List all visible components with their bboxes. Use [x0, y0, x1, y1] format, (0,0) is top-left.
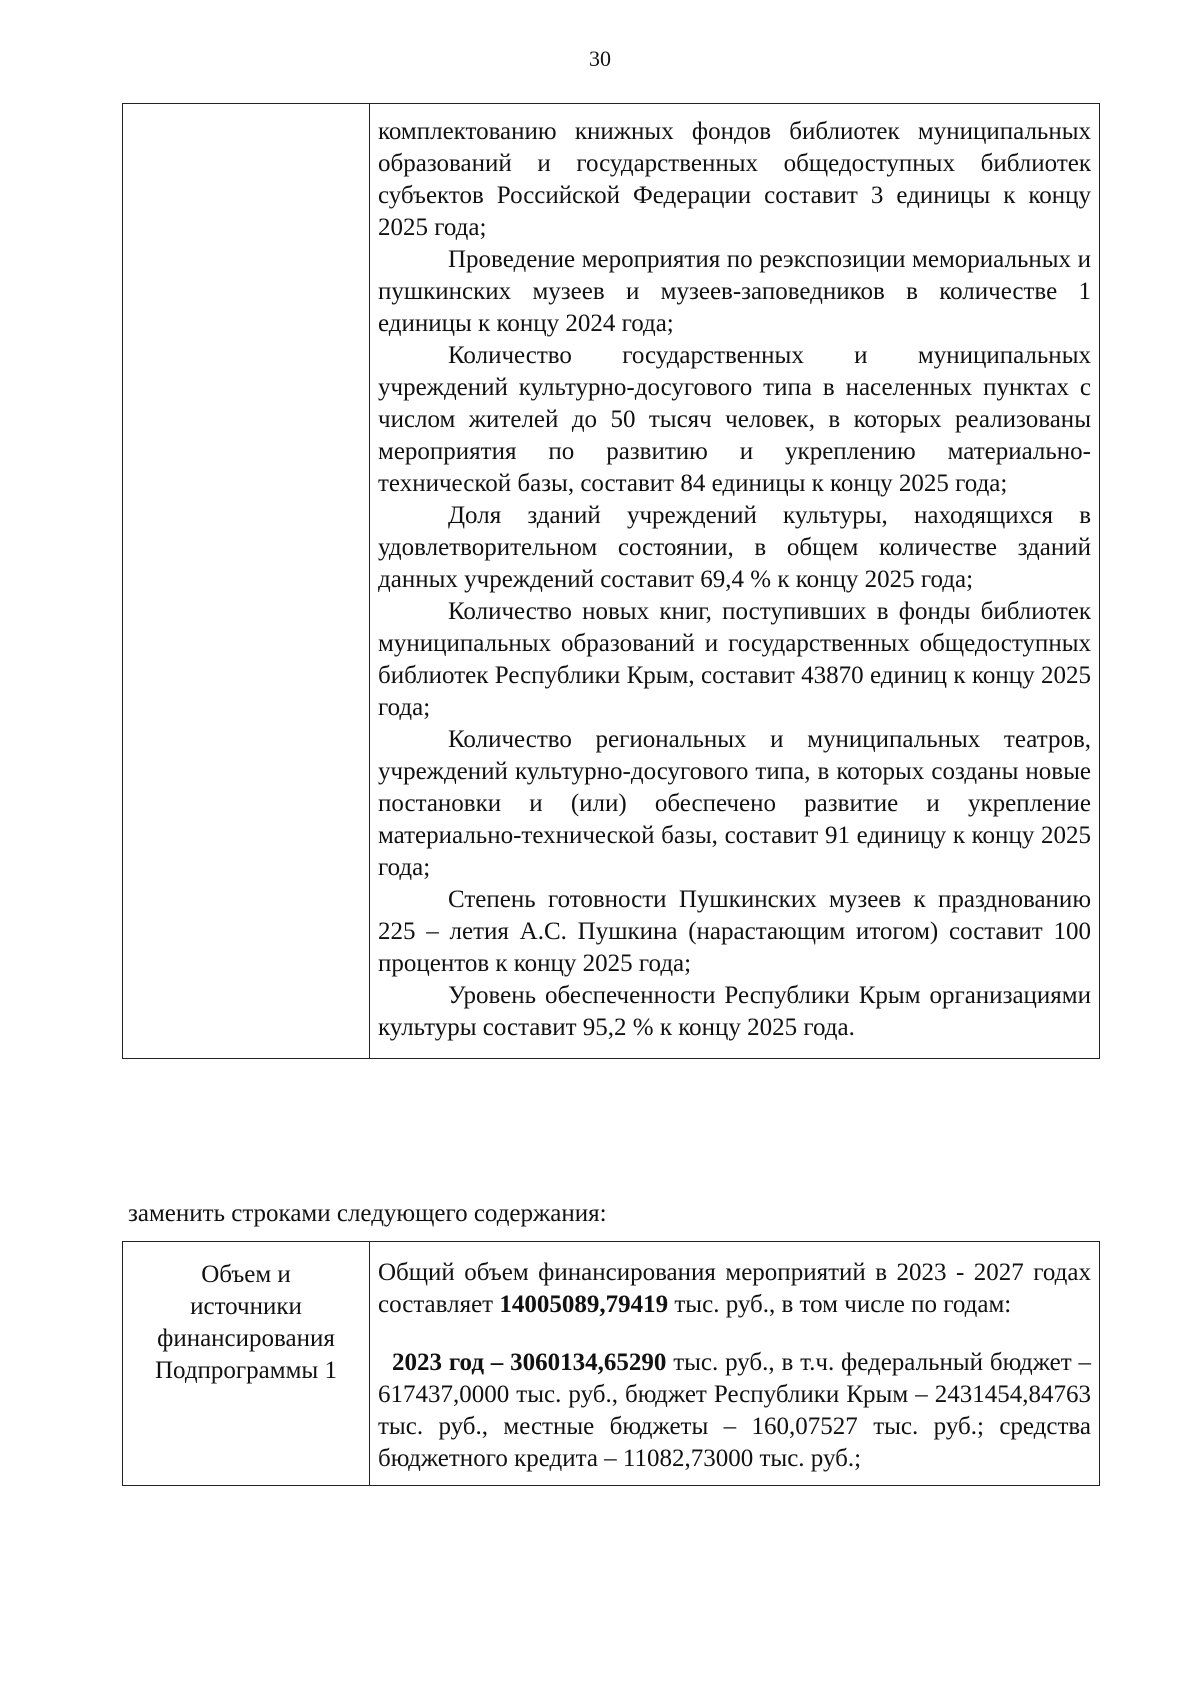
empty-left-cell [123, 104, 370, 1059]
financing-text [378, 1257, 1091, 1475]
label-line: источники [190, 1293, 302, 1320]
indicator-paragraph: Проведение мероприятия по реэкспозиции мемориальных и пушкинских музеев и музеев-заповедников в количестве 1 единицы к концу 2024 года; [378, 246, 1091, 337]
label-line: финансирования [157, 1325, 335, 1352]
total-prefix: Общий объем финансирования мероприятий в 2023 - 2027 годах составляет [378, 1259, 1091, 1318]
indicator-paragraph: комплектованию книжных фондов библиотек муниципальных образований и государственных общедоступных библиотек субъектов Российской Федерации составит 3 единицы к концу 2025 года; [378, 118, 1091, 241]
financing-details-cell [370, 1242, 1100, 1486]
page-number: 30 [589, 46, 611, 71]
indicators-text [378, 116, 1091, 1044]
continued-table [122, 103, 1100, 1059]
total-financing-paragraph [378, 1257, 1091, 1321]
year-details: тыс. руб., в т.ч. федеральный бюджет – 617437,0000 тыс. руб., бюджет Республики Крым – 2431454,84763 тыс. руб., местные бюджеты – 160,07527 тыс. руб.; средства бюджетного кредита – 11082,73000 тыс. руб.; [378, 1349, 1091, 1472]
indicator-paragraph: Количество региональных и муниципальных театров, учреждений культурно-досугового типа, в которых созданы новые постановки и (или) обеспечено развитие и укрепление материально-технической базы, составит 91 единицу к концу 2025 года; [378, 726, 1091, 881]
financing-table [122, 1241, 1100, 1486]
indicator-paragraph: Количество новых книг, поступивших в фонды библиотек муниципальных образований и государственных общедоступных библиотек Республики Крым, составит 43870 единиц к концу 2025 года; [378, 598, 1091, 721]
financing-label-cell [123, 1242, 370, 1486]
replacement-instruction: заменить строками следующего содержания: [128, 1200, 607, 1227]
indicator-paragraph: Степень готовности Пушкинских музеев к празднованию 225 – летия А.С. Пушкина (нарастающим итогом) составит 100 процентов к концу 2025 года; [378, 886, 1091, 977]
label-line: Объем и [201, 1261, 291, 1288]
table-row [123, 104, 1100, 1059]
year-financing-paragraph [378, 1347, 1091, 1475]
indicator-paragraph: Доля зданий учреждений культуры, находящихся в удовлетворительном состоянии, в общем количестве зданий данных учреждений составит 69,4 % к концу 2025 года; [378, 502, 1091, 593]
indicator-paragraph: Количество государственных и муниципальных учреждений культурно-досугового типа в населенных пунктах с числом жителей до 50 тысяч человек, в которых реализованы мероприятия по развитию и укреплению материально-технической базы, составит 84 единицы к концу 2025 года; [378, 342, 1091, 497]
total-amount: 14005089,79419 [499, 1291, 669, 1318]
indicators-cell [370, 104, 1100, 1059]
table-row [123, 1242, 1100, 1486]
label-line: Подпрограммы 1 [155, 1357, 337, 1384]
year-label: 2023 год – 3060134,65290 [392, 1349, 667, 1376]
total-suffix: тыс. руб., в том числе по годам: [668, 1291, 1012, 1318]
indicator-paragraph: Уровень обеспеченности Республики Крым организациями культуры составит 95,2 % к концу 2025 года. [378, 982, 1091, 1041]
financing-label [123, 1259, 369, 1387]
